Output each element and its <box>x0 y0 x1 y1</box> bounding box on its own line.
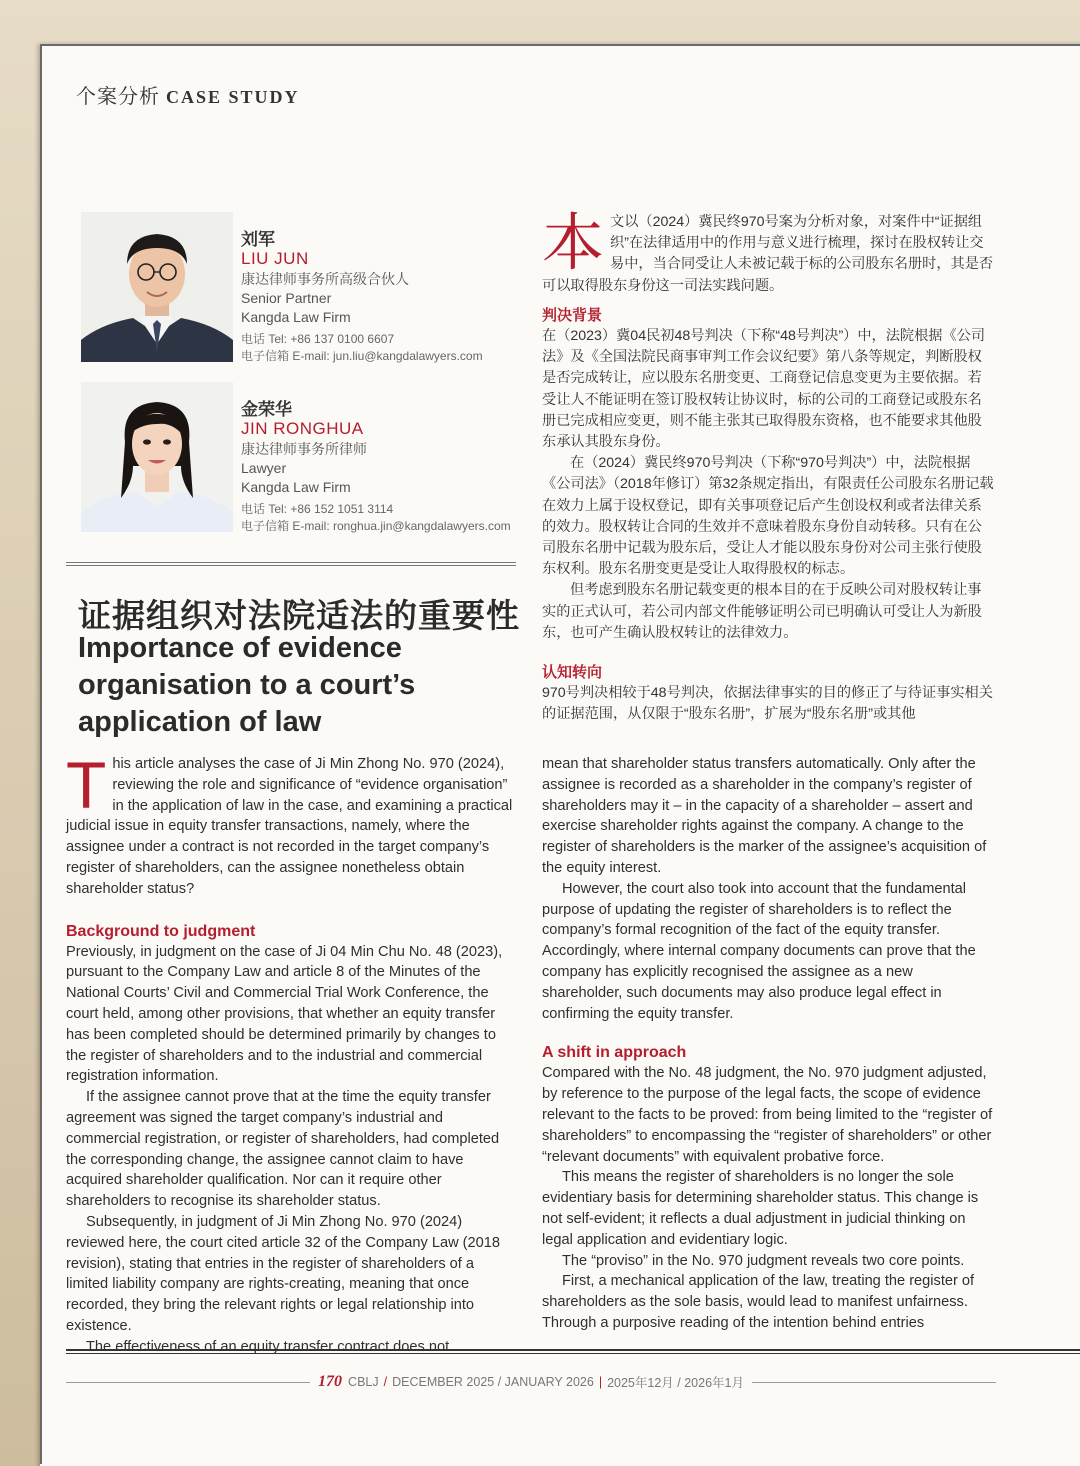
en-paragraph: If the assignee cannot prove that at the time the equity transfer agreement was signed the target company’s industrial and commercial registration, or register of shareholders, had completed the corresponding change, the assignee cannot claim to have acquired shareholder qualification. Nor can it require other shareholders to recognise its shareholder status. <box>66 1089 500 1210</box>
footer-line-left <box>66 1382 310 1383</box>
zh-heading-shift: 认知转向 <box>542 664 603 682</box>
article-title-zh: 证据组织对法院适法的重要性 <box>78 597 520 634</box>
author-zh-name: 刘军 <box>241 230 275 249</box>
en-paragraph: This means the register of shareholders is no longer the sole evidentiary basis for determining shareholder status. This change is not self-evident; it reflects a dual adjustment in judicial thinking on legal application and evidentiary logic. <box>542 1169 979 1248</box>
en-heading-background: Background to judgment <box>66 922 256 940</box>
author-info-jin-ronghua <box>241 400 531 535</box>
en-paragraph: Compared with the No. 48 judgment, the No. 970 judgment adjusted, by reference to the purpose of the legal facts, the scope of evidence relevant to the facts to be proved: from being limited to the “register of shareholders” to encompassing the “register of shareholders” or other “relevant documents” with equivalent probative force. <box>542 1065 993 1165</box>
author-firm: Kangda Law Firm <box>241 479 351 495</box>
zh-dropcap: 本 <box>542 209 605 278</box>
en-paragraph: First, a mechanical application of the law, treating the register of shareholders as the sole basis, would lead to manifest unfairness. Through a purposive reading of the intention behind entries <box>542 1273 975 1331</box>
author-tel: 电话 Tel: +86 137 0100 6607 <box>241 332 395 346</box>
publication-name: CBLJ <box>348 1375 379 1389</box>
author-en-name: JIN RONGHUA <box>241 419 364 438</box>
issue-date-zh: 2025年12月 / 2026年1月 <box>607 1376 744 1390</box>
zh-intro-text: 文以（2024）冀民终970号案为分析对象，对案件中“证据组织”在法律适用中的作用与意义进行梳理，探讨在股权转让交易中，当合同受让人未被记载于标的公司股东名册时，其是否可以取得股东身份这一司法实践问题。 <box>542 214 994 294</box>
en-paragraph: Subsequently, in judgment of Ji Min Zhong No. 970 (2024) reviewed here, the court cited article 32 of the Company Law (2018 revision), stating that entries in the register of shareholders of a limited liability company are rights-creating, meaning that once recorded, they bring the relevant rights or legal relationship into existence. <box>66 1213 501 1334</box>
author-photo-liu-jun <box>81 212 233 362</box>
author-photo-jin-ronghua <box>81 382 233 532</box>
section-zh: 个案分析 <box>76 86 160 108</box>
zh-paragraph: 在（2023）冀04民初48号判决（下称“48号判决”）中，法院根据《公司法》及《全国法院民商事审判工作会议纪要》第八条等规定，判断股权是否完成转让，应以股东名册变更、工商登记信息变更为主要依据。若受让人不能证明在签订股权转让协议时，标的公司的工商登记或股东名册已完成相应变更，则不能主张其已取得股东资格，也不能要求其他股东承认其股东身份。 <box>542 328 986 451</box>
author-info-liu-jun <box>241 230 521 365</box>
en-paragraph: The “proviso” in the No. 970 judgment reveals two core points. <box>562 1252 965 1269</box>
en-intro-text: his article analyses the case of Ji Min Zhong No. 970 (2024), reviewing the role and significance of “evidence organisation” in the application of law in the case, and examining a practical judicial issue in equity transfer transactions, namely, where the assignee under a contract is not recorded in the target company’s register of shareholders, can the assignee nonetheless obtain shareholder status? <box>66 756 513 897</box>
english-article-column-left <box>66 748 518 1358</box>
en-paragraph: However, the court also took into account that the fundamental purpose of updating the register of shareholders is to reflect the company’s formal recognition of the fact of the equity transfer. Accordingly, where internal company documents can prove that the company has explicitly recognised the assignee as a new shareholder, such documents may also produce legal effect in confirming the equity transfer. <box>542 880 976 1022</box>
author-tel: 电话 Tel: +86 152 1051 3114 <box>241 502 394 516</box>
author-zh-name: 金荣华 <box>241 400 292 419</box>
en-intro-paragraph <box>66 748 518 900</box>
zh-intro-paragraph <box>542 209 994 297</box>
chinese-article-column <box>542 209 994 726</box>
en-paragraph: mean that shareholder status transfers automatically. Only after the assignee is recorded as a shareholder in the company’s register of shareholders may it – in the capacity of a shareholder – assert and exercise shareholder rights against the company. A change to the register of shareholders is the marker of the assignee’s acquisition of the equity interest. <box>542 756 987 876</box>
english-article-column-right <box>542 754 994 1334</box>
footer-line-right <box>752 1382 996 1383</box>
footer-separator: / <box>383 1375 388 1389</box>
en-paragraph: Previously, in judgment on the case of Ji 04 Min Chu No. 48 (2023), pursuant to the Company Law and article 8 of the Minutes of the National Courts’ Civil and Commercial Trial Work Conference, the court held, among other provisions, that whether an equity transfer has been completed should be determined primarily by changes to the register of shareholders and to the industrial and commercial registration information. <box>66 943 503 1085</box>
issue-date-en: DECEMBER 2025 / JANUARY 2026 <box>392 1375 594 1389</box>
footer-rule <box>66 1349 1080 1354</box>
page-footer <box>66 1371 996 1393</box>
article-title-en: Importance of evidence organisation to a court’s application of law <box>78 632 416 738</box>
footer-separator: | <box>598 1375 603 1389</box>
headline-rule <box>66 562 516 566</box>
author-title-en: Senior Partner <box>241 290 332 306</box>
author-title-en: Lawyer <box>241 460 287 476</box>
section-en: CASE STUDY <box>166 87 300 107</box>
zh-paragraph: 但考虑到股东名册记载变更的根本目的在于反映公司对股权转让事实的正式认可，若公司内部文件能够证明公司已明确认可受让人为新股东，也可产生确认股权转让的法律效力。 <box>542 582 982 641</box>
zh-paragraph: 970号判决相较于48号判决，依据法律事实的目的修正了与待证事实相关的证据范围，从仅限于“股东名册”，扩展为“股东名册”或其他 <box>542 685 993 723</box>
en-heading-shift: A shift in approach <box>542 1044 687 1062</box>
page-number: 170 <box>318 1373 343 1390</box>
author-en-name: LIU JUN <box>241 249 309 268</box>
author-email[interactable]: 电子信箱 E-mail: jun.liu@kangdalawyers.com <box>241 349 483 363</box>
zh-heading-background: 判决背景 <box>542 306 603 324</box>
en-paragraph: The effectiveness of an equity transfer contract does not <box>86 1338 450 1355</box>
en-dropcap: T <box>66 748 107 822</box>
section-heading <box>76 80 300 109</box>
author-title-zh: 康达律师事务所律师 <box>241 441 367 457</box>
author-firm: Kangda Law Firm <box>241 309 351 325</box>
zh-paragraph: 在（2024）冀民终970号判决（下称“970号判决”）中，法院根据《公司法》（2018年修订）第32条规定指出，有限责任公司股东名册记载在效力上属于设权登记，即有关事项登记后产生创设权利或者法律关系的效力。股权转让合同的生效并不意味着股东身份自动转移。只有在公司股东名册中记载为股东后，受让人才能以股东身份对公司主张行使股东权利。股东名册变更是受让人取得股权的标志。 <box>542 455 994 578</box>
author-title-zh: 康达律师事务所高级合伙人 <box>241 271 409 287</box>
author-email[interactable]: 电子信箱 E-mail: ronghua.jin@kangdalawyers.com <box>241 519 511 533</box>
